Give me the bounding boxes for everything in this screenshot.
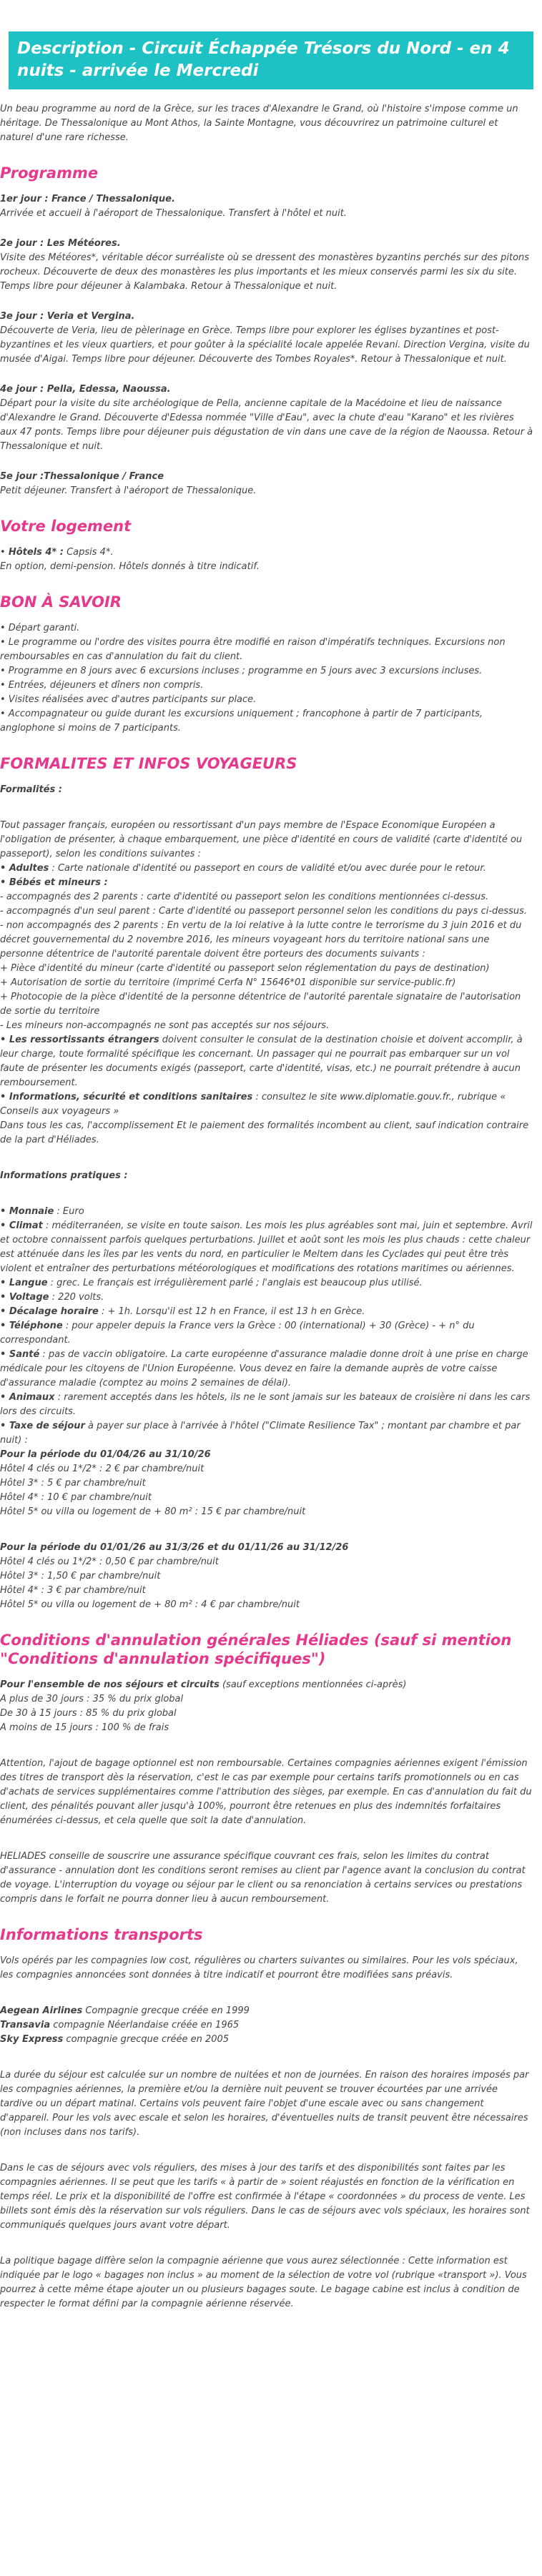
voltage-line [0,1291,533,1305]
sante-text: : pas de vaccin obligatoire. La carte européenne d'assurance maladie donne droit à une prise en charge médicale pour les citoyens de l'Union Européenne. Vous devez en faire la demande auprès de votre caisse d'assurance maladie (comptez au moins 2 semaines de délai). [0,1349,528,1388]
day-item [0,237,533,294]
tax-rate-line: Hôtel 4* : 10 € par chambre/nuit [0,1492,152,1503]
list-item: • Accompagnateur ou guide durant les excursions uniquement ; francophone à partir de 7 participants, anglophone si moins de 7 participants. [0,709,483,734]
adultes-line [0,862,533,876]
annulation-paragraph: Attention, l'ajout de bagage optionnel est non remboursable. Certaines compagnies aériennes exigent l'émission des titres de transport dès la réservation, c'est le cas par exemple pour certains tarifs promotionnels ou en cas d'achats de services supplémentaires comme l'attribution des sièges, par exemple. En cas d'annulation du fait du client, des pénalités pouvant aller jusqu'à 100%, pourront être retenues en plus des indemnités forfaitaires énumérées ci-dessus, et cela quelle que soit la date d'annulation. [0,1758,532,1826]
infos-line [0,1090,533,1119]
day-title: 2e jour : Les Météores. [0,238,121,249]
adultes-label: • Adultes [0,863,49,874]
formalites-heading: FORMALITES ET INFOS VOYAGEURS [0,755,297,772]
spacer [0,1528,533,1541]
telephone-text: : pour appeler depuis la France vers la Grèce : 00 (international) + 30 (Grèce) - + n° du correspondant. [0,1321,475,1346]
langue-line [0,1276,533,1291]
company-name: Sky Express [0,2034,64,2045]
spacer [0,1156,533,1169]
annulation-intro [0,1678,533,1692]
transports-heading: Informations transports [0,1926,203,1943]
ressortissants-label: • Les ressortissants étrangers [0,1035,159,1045]
taxe-line [0,1419,533,1448]
tax-rate-line: Hôtel 3* : 1,50 € par chambre/nuit [0,1571,161,1581]
hotel-value: Capsis 4*. [63,547,114,558]
langue-text: : grec. Le français est irrégulièrement parlé ; l'anglais est beaucoup plus utilisé. [47,1278,423,1288]
telephone-line [0,1319,533,1348]
voltage-label: • Voltage [0,1292,49,1303]
formalites-closing: Dans tous les cas, l'accomplissement Et le paiement des formalités incombent au client, sauf indication contraire de la part d'Héliades. [0,1120,529,1145]
annulation-heading: Conditions d'annulation générales Héliades (sauf si mention "Conditions d'annulation spécifiques") [0,1632,512,1667]
list-item: • Départ garanti. [0,623,80,633]
title-bar [9,31,533,89]
day-item [0,310,533,367]
animaux-text: : rarement acceptés dans les hôtels, ils ne le sont jamais sur les bateaux de croisière ni dans les cars lors des circuits. [0,1392,531,1417]
periode-title: Pour la période du 01/04/26 au 31/10/26 [0,1449,211,1460]
periode-title: Pour la période du 01/01/26 au 31/3/26 et du 01/11/26 au 31/12/26 [0,1542,349,1553]
bebes-line: + Photocopie de la pièce d'identité de la personne détentrice de l'autorité parentale signataire de l'autorisation de sortie du territoire [0,992,521,1017]
tax-rate-line: Hôtel 3* : 5 € par chambre/nuit [0,1478,146,1489]
page [0,31,542,2311]
spacer [0,1837,533,1850]
ressortissants-line [0,1033,533,1090]
page-title: Description - Circuit Échappée Trésors du Nord - en 4 nuits - arrivée le Mercredi [17,39,510,80]
ressortissants-text: doivent consulter le consulat de la destination choisie et doivent accomplir, à leur charge, toute formalité spécifique les concernant. Un passager qui ne pourrait pas embarquer sur un vol faute de présenter les documents exigés (passeport, carte d'identité, visas, etc.) ne pourrait prétendre à aucun remboursement. [0,1035,523,1088]
day-text: Arrivée et accueil à l'aéroport de Thessalonique. Transfert à l'hôtel et nuit. [0,208,347,219]
day-text: Départ pour la visite du site archéologique de Pella, ancienne capitale de la Macédoine et lieu de naissance d'Alexandre le Grand. Découverte d'Edessa nommée "Ville d'Eau", avec la chute d'eau "Karano" et les rivières aux 47 ponts. Temps libre pour déjeuner puis dégustation de vin dans une cave de la région de Naoussa. Retour à Thessalonique et nuit. [0,398,533,452]
climat-label: • Climat [0,1220,43,1231]
transports-paragraph: Dans le cas de séjours avec vols réguliers, des mises à jour des tarifs et des disponibilités sont faites par les compagnies aériennes. Il se peut que les tarifs « à partir de » soient réajustés en fonction de la vérification en temps réel. Le prix et la disponibilité de l'offre est confirmée à l'étape « coordonnées » du process de vente. Les billets sont émis dès la réservation sur vols réguliers. Dans le cas de séjours avec vols spéciaux, les horaires sont communiqués quelques jours avant votre départ. [0,2163,530,2231]
formalites-block [0,819,533,1148]
programme-heading: Programme [0,164,99,182]
tax-rate-line: Hôtel 5* ou villa ou logement de + 80 m² : 15 € par chambre/nuit [0,1506,306,1517]
bebes-line: - accompagnés des 2 parents : carte d'identité ou passeport selon les conditions mentionnées ci-dessus. [0,892,489,902]
tax-rate-line: Hôtel 4 clés ou 1*/2* : 2 € par chambre/nuit [0,1464,205,1474]
spacer [0,1991,533,2004]
day-item [0,470,533,498]
day-item [0,383,533,454]
spacer [0,2056,533,2068]
infos-text: : consultez le site www.diplomatie.gouv.fr., rubrique « Conseils aux voyageurs » [0,1092,506,1117]
day-title: 3e jour : Veria et Vergina. [0,311,135,322]
pratiques-block [0,1205,533,1519]
monnaie-label: • Monnaie [0,1206,54,1217]
infos-label: • Informations, sécurité et conditions sanitaires [0,1092,253,1102]
day-title: 4e jour : Pella, Edessa, Naoussa. [0,384,171,395]
transports-paragraph: La durée du séjour est calculée sur un nombre de nuitées et non de journées. En raison des horaires imposés par les compagnies aériennes, la première et/ou la dernière nuit peuvent se trouver écourtées par une arrivée tardive ou un départ matinal. Certains vols peuvent faire l'objet d'une escale avec ou sans changement d'appareil. Pour les vols avec escale et selon les horaires, d'éventuelles nuits de transit peuvent être nécessaires (non incluses dans nos tarifs). [0,2070,529,2138]
decalage-text: : + 1h. Lorsqu'il est 12 h en France, il est 13 h en Grèce. [98,1306,365,1317]
voltage-text: : 220 volts. [49,1292,104,1303]
monnaie-line [0,1205,533,1219]
decalage-label: • Décalage horaire [0,1306,99,1317]
sante-line [0,1348,533,1391]
bebes-line: - non accompagnés des 2 parents : En vertu de la loi relative à la lutte contre le terrorisme du 3 juin 2016 et du décret gouvernemental du 2 novembre 2016, les mineurs voyageant hors du territoire national sans une personne détentrice de l'autorité parentale doivent être porteurs des documents suivants : [0,920,522,959]
climat-text: : méditerranéen, se visite en toute saison. Les mois les plus agréables sont mai, juin et septembre. Avril et octobre connaissent parfois quelques perturbations. Juillet et août sont les mois les plus chauds : cette chaleur est atténuée dans les îles par les vents du nord, en particulier le Meltem dans les Cyclades qui peut être très violent et entraîner des perturbations météorologiques et modifications des rotations maritimes ou aériennes. [0,1220,533,1274]
list-item: • Visites réalisées avec d'autres participants sur place. [0,694,257,705]
pratiques-subheading: Informations pratiques : [0,1170,128,1181]
list-item: • Programme en 8 jours avec 6 excursions incluses ; programme en 5 jours avec 3 excursions incluses. [0,666,483,676]
day-text: Découverte de Veria, lieu de pèlerinage en Grèce. Temps libre pour explorer les églises byzantines et post-byzantines et les vieux quartiers, et pour goûter à la spécialité locale appelée Revani. Direction Vergina, visite du musée d'Aigai. Temps libre pour déjeuner. Découverte des Tombes Royales*. Retour à Thessalonique et nuit. [0,325,530,365]
annulation-line: A moins de 15 jours : 100 % de frais [0,1722,169,1733]
spacer [0,2148,533,2161]
annulation-line: A plus de 30 jours : 35 % du prix global [0,1694,184,1704]
tax-rate-line: Hôtel 4 clés ou 1*/2* : 0,50 € par chambre/nuit [0,1556,219,1567]
animaux-line [0,1391,533,1419]
bon-a-savoir-heading: BON À SAVOIR [0,593,122,611]
content [0,102,542,2311]
company-desc: Compagnie grecque créée en 1999 [82,2005,250,2016]
company-line [0,2018,533,2033]
company-line [0,2004,533,2018]
company-name: Transavia [0,2020,51,2030]
spacer [0,1192,533,1205]
transports-paragraph: Vols opérés par les compagnies low cost, régulières ou charters suivantes ou similaires. Pour les vols spéciaux, les compagnies annoncées sont données à titre indicatif et pourront être modifiées sans préavis. [0,1955,518,1980]
logement-text: • Hôtels 4* : Capsis 4*. En option, demi-pension. Hôtels donnés à titre indicatif. [0,547,260,572]
annulation-line: De 30 à 15 jours : 85 % du prix global [0,1708,177,1719]
company-name: Aegean Airlines [0,2005,83,2016]
company-line [0,2033,533,2047]
langue-label: • Langue [0,1278,48,1288]
climat-line [0,1219,533,1276]
adultes-text: : Carte nationale d'identité ou passeport en cours de validité et/ou avec durée pour le retour. [49,863,486,874]
formalites-paragraph: Tout passager français, européen ou ressortissant d'un pays membre de l'Espace Economique Européen a l'obligation de présenter, à chaque embarquement, une pièce d'identité en cours de validité (carte d'identité ou passeport), selon les conditions suivantes : [0,820,523,859]
hotel-label: Hôtels 4* : [8,547,64,558]
formalites-subheading: Formalités : [0,784,62,795]
transports-paragraph: La politique bagage diffère selon la compagnie aérienne que vous aurez sélectionnée : Cette information est indiquée par le logo « bagages non inclus » au moment de la sélection de votre vol (rubrique «transport »). Vous pourrez à cette même étape ajouter un ou plusieurs bagages soute. Le bagage cabine est inclus à condition de respecter le format défini par la compagnie aérienne réservée. [0,2256,527,2309]
bebes-line: + Autorisation de sortie du territoire (imprimé Cerfa N° 15646*01 disponible sur service-public.fr) [0,977,456,988]
sante-label: • Santé [0,1349,40,1360]
monnaie-text: : Euro [54,1206,84,1217]
day-item [0,192,533,221]
periode2-block [0,1541,533,1612]
annulation-block [0,1678,533,1735]
decalage-line [0,1305,533,1319]
day-text: Visite des Météores*, véritable décor surréaliste où se dressent des monastères byzantins perchés sur des pitons rocheux. Découverte de deux des monastères les plus importants et les mieux conservés parmi les six du site. Temps libre pour déjeuner à Kalambaka. Retour à Thessalonique et nuit. [0,252,530,292]
list-item: • Le programme ou l'ordre des visites pourra être modifié en raison d'impératifs techniques. Excursions non remboursables en cas d'annulation du fait du client. [0,637,506,662]
taxe-label: • Taxe de séjour [0,1421,85,1431]
tax-rate-line: Hôtel 4* : 3 € par chambre/nuit [0,1585,146,1596]
intro-text: Un beau programme au nord de la Grèce, sur les traces d'Alexandre le Grand, où l'histoire s'impose comme un héritage. De Thessalonique au Mont Athos, la Sainte Montagne, vous découvrirez un patrimoine culturel et naturel d'une rare richesse. [0,104,518,143]
companies-list [0,2004,533,2047]
animaux-label: • Animaux [0,1392,55,1403]
day-title: 5e jour :Thessalonique / France [0,471,164,482]
company-desc: compagnie Néerlandaise créée en 1965 [50,2020,240,2030]
bebes-line: + Pièce d'identité du mineur (carte d'identité ou passeport selon réglementation du pays de destination) [0,963,490,974]
bebes-line: - Les mineurs non-accompagnés ne sont pas acceptés sur nos séjours. [0,1020,330,1031]
annulation-intro-rest: (sauf exceptions mentionnées ci-après) [219,1679,407,1690]
logement-heading: Votre logement [0,518,132,535]
spacer [0,2241,533,2254]
telephone-label: • Téléphone [0,1321,63,1331]
annulation-paragraph: HELIADES conseille de souscrire une assurance spécifique couvrant ces frais, selon les limites du contrat d'assurance - annulation dont les conditions seront remises au client par l'agence avant la conclusion du contrat de voyage. L'interruption du voyage ou séjour par le client ou sa renonciation à certains services ou prestations compris dans le forfait ne pourra donner lieu à aucun remboursement. [0,1851,526,1905]
annulation-intro-bold: Pour l'ensemble de nos séjours et circuits [0,1679,220,1690]
tax-rate-line: Hôtel 5* ou villa ou logement de + 80 m² : 4 € par chambre/nuit [0,1599,300,1610]
bebes-line: - accompagnés d'un seul parent : Carte d'identité ou passeport personnel selon les conditions du pays ci-dessus. [0,906,528,917]
day-title: 1er jour : France / Thessalonique. [0,194,175,204]
company-desc: compagnie grecque créée en 2005 [63,2034,230,2045]
bebes-label: • Bébés et mineurs : [0,877,108,888]
taxe-text: à payer sur place à l'arrivée à l'hôtel ("Climate Resilience Tax" ; montant par chambre et par nuit) : [0,1421,521,1446]
logement-note: En option, demi-pension. Hôtels donnés à titre indicatif. [0,561,260,572]
spacer [0,806,533,819]
day-text: Petit déjeuner. Transfert à l'aéroport de Thessalonique. [0,485,257,496]
spacer [0,1744,533,1757]
list-item: • Entrées, déjeuners et dîners non compris. [0,680,204,691]
bon-a-savoir-list [0,621,533,736]
programme-days [0,192,533,498]
